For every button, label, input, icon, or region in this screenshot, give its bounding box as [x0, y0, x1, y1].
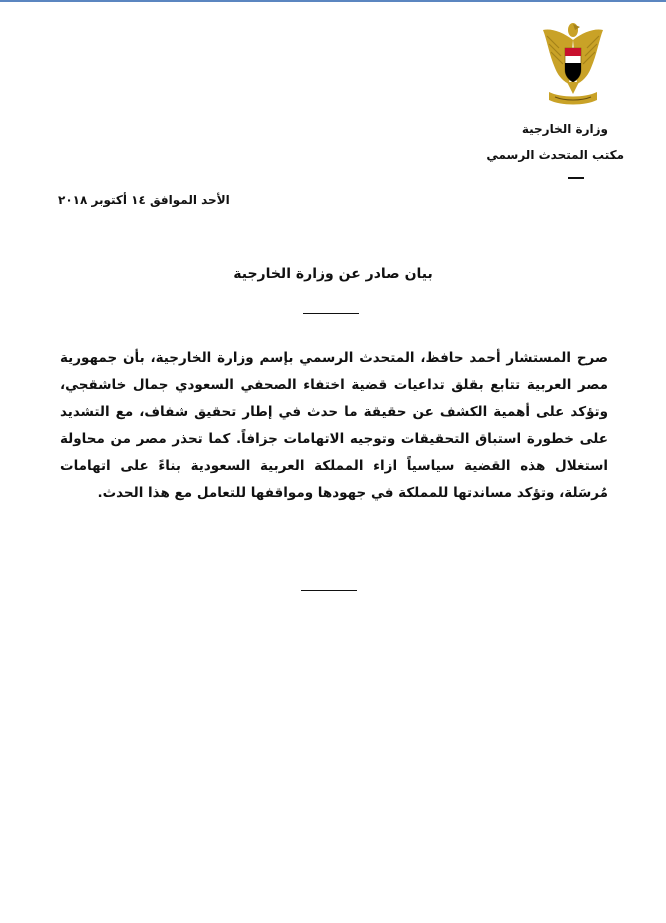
statement-body: صرح المستشار أحمد حافظ، المتحدث الرسمي بإسم وزارة الخارجية، بأن جمهورية مصر العربية تتابع بقلق تداعيات قضية اختفاء الصحفي السعودي جمال خاشقجي، وتؤكد على أهمية الكشف عن حقيقة ما حدث في إطار تحقيق شفاف، مع التشديد على خطورة استباق التحقيقات وتوجيه الاتهامات جزافاً. كما تحذر مصر من محاولة استغلال هذه القضية سياسياً ازاء المملكة العربية السعودية بناءً على اتهامات مُرسَلة، وتؤكد مساندتها للمملكة في جهودها ومواقفها للتعامل مع هذا الحدث. [60, 350, 608, 501]
office-name: مكتب المتحدث الرسمي [486, 148, 624, 162]
statement-title: بيان صادر عن وزارة الخارجية [233, 266, 433, 282]
end-divider [301, 590, 357, 591]
header-dash [568, 177, 584, 179]
title-underline [303, 313, 359, 314]
statement-date: الأحد الموافق ١٤ أكتوبر ٢٠١٨ [58, 193, 230, 207]
ministry-name: وزارة الخارجية [521, 122, 608, 136]
egypt-eagle-emblem-icon [541, 18, 605, 106]
top-border-line [0, 0, 666, 2]
